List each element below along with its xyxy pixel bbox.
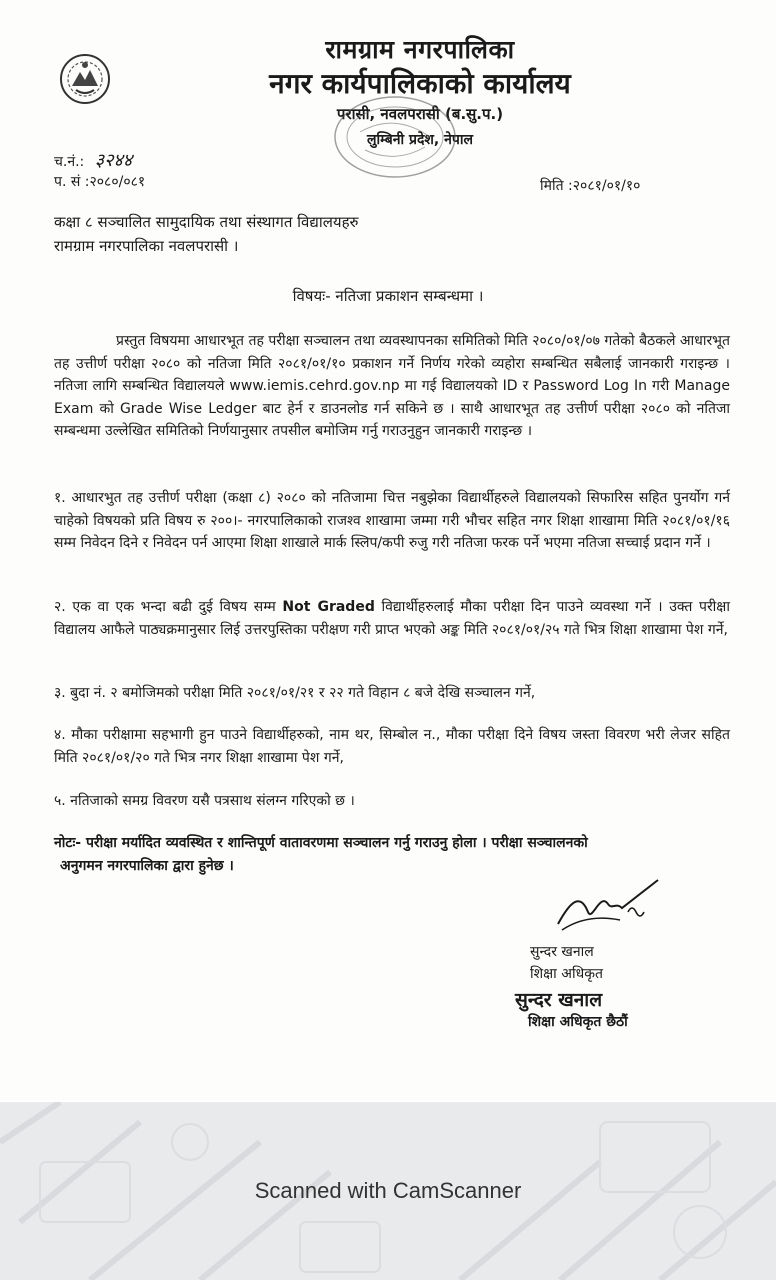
office-name: नगर कार्यपालिकाको कार्यालय [269, 67, 571, 100]
point-5: ५. नतिजाको समग्र विवरण यसै पत्रसाथ संलग्न गरिएको छ । [54, 793, 355, 809]
signatory-stamp-title: शिक्षा अधिकृत छैठौं [528, 1014, 628, 1030]
note-line-2: अनुगमन नगरपालिका द्वारा हुनेछ । [60, 857, 234, 874]
reference-value: ३२४४ [94, 150, 133, 171]
point-1: १. आधारभुत तह उत्तीर्ण परीक्षा (कक्षा ८) २०८० को नतिजामा चित्त नबुझेका विद्यार्थीहरुले विद्यालयको सिफारिस सहित पुनर्योग गर्न चाहेको विषयको प्रति विषय रु २००।- नगरपालिकाको राजश्व शाखामा जम्मा गरी भौचर सहित नगर शिक्षा शाखामा मिति २०८१/०१/१६ सम्म निवेदन दिने र निवेदन पर्न आएमा शिक्षा शाखाले मार्क स्लिप/कपी रुजु गरी नतिजा फरक पर्ने भएमा नतिजा सच्चाई प्रदान गर्ने । [54, 490, 730, 552]
signature-icon [540, 872, 670, 942]
letter-date: मिति :२०८१/०१/१० [540, 178, 641, 194]
scanner-footer [0, 1102, 776, 1280]
office-address: परासी, नवलपरासी (ब.सु.प.) [336, 105, 504, 123]
office-province: लुम्बिनी प्रदेश, नेपाल [367, 132, 473, 148]
note-block [54, 832, 734, 877]
point-2-end: विद्यार्थीहरुलाई मौका परीक्षा दिन पाउने व्यवस्था गर्ने । उक्त परीक्षा विद्यालय आफैले पाठ्यक्रमानुसार लिई उत्तरपुस्तिका परीक्षण गरी प्राप्त भएको अङ्क मिति २०८१/०१/२५ गते भित्र शिक्षा शाखामा पेश गर्ने, [54, 599, 730, 638]
reference-label: च.नं.: [54, 154, 85, 170]
signatory-name: सुन्दर खनाल [530, 944, 594, 960]
point-3: ३. बुदा नं. २ बमोजिमको परीक्षा मिति २०८१/०१/२१ र २२ गते विहान ८ बजे देखि सञ्चालन गर्ने, [54, 685, 536, 701]
point-4: ४. मौका परीक्षामा सहभागी हुन पाउने विद्यार्थीहरुको, नाम थर, सिम्बोल न., मौका परीक्षा दिने विषय जस्ता विवरण भरी लेजर सहित मिति २०८१/०१/२० गते भित्र नगर शिक्षा शाखामा पेश गर्ने, [54, 727, 730, 766]
office-stamp-icon [330, 92, 460, 182]
point-2-start: २. एक वा एक भन्दा बढी दुई विषय सम्म [54, 599, 283, 615]
letter-subject: विषयः- नतिजा प्रकाशन सम्बन्धमा । [292, 287, 484, 305]
municipality-name: रामग्राम नगरपालिका [325, 35, 515, 64]
addressee-line-2: रामग्राम नगरपालिका नवलपरासी । [54, 237, 239, 255]
signatory-stamp-name: सुन्दर खनाल [515, 989, 603, 1011]
nepal-emblem-icon [58, 52, 112, 106]
point-2 [54, 596, 730, 641]
note-line-1: नोटः- परीक्षा मर्यादित व्यवस्थित र शान्तिपूर्ण वातावरणमा सञ्चालन गर्नु गराउनु होला । परीक्षा सञ्चालनको [54, 835, 588, 851]
camscanner-brand-label: Scanned with CamScanner [254, 1178, 522, 1203]
signatory-title: शिक्षा अधिकृत [530, 966, 603, 982]
addressee-line-1: कक्षा ८ सञ्चालित सामुदायिक तथा संस्थागत विद्यालयहरु [54, 213, 359, 231]
not-graded-label: Not Graded [282, 599, 375, 615]
reference-number [54, 148, 132, 172]
intro-paragraph: प्रस्तुत विषयमा आधारभूत तह परीक्षा सञ्चालन तथा व्यवस्थापनका समितिको मिति २०८०/०१/०७ गतेको बैठकले आधारभूत तह उत्तीर्ण परीक्षा २०८० को नतिजा मिति २०८१/०१/१० प्रकाशन गर्ने निर्णय गरेको व्यहोरा सम्बन्धित सबैलाई जानकारी गराइन्छ । नतिजा लागि सम्बन्धित विद्यालयले www.iemis.cehrd.gov.np मा गई विद्यालयको ID र Password Log In गरी Manage Exam को Grade Wise Ledger बाट हेर्न र डाउनलोड गर्न सकिने छ । साथै आधारभूत तह उत्तीर्ण परीक्षा २०८० को नतिजा सम्बन्धमा उल्लेखित समितिको निर्णयानुसार तपसील बमोजिम गर्नु गराउनुहुन जानकारी गराइन्छ । [54, 333, 730, 440]
fiscal-year: प. सं :२०८०/०८१ [54, 174, 146, 190]
